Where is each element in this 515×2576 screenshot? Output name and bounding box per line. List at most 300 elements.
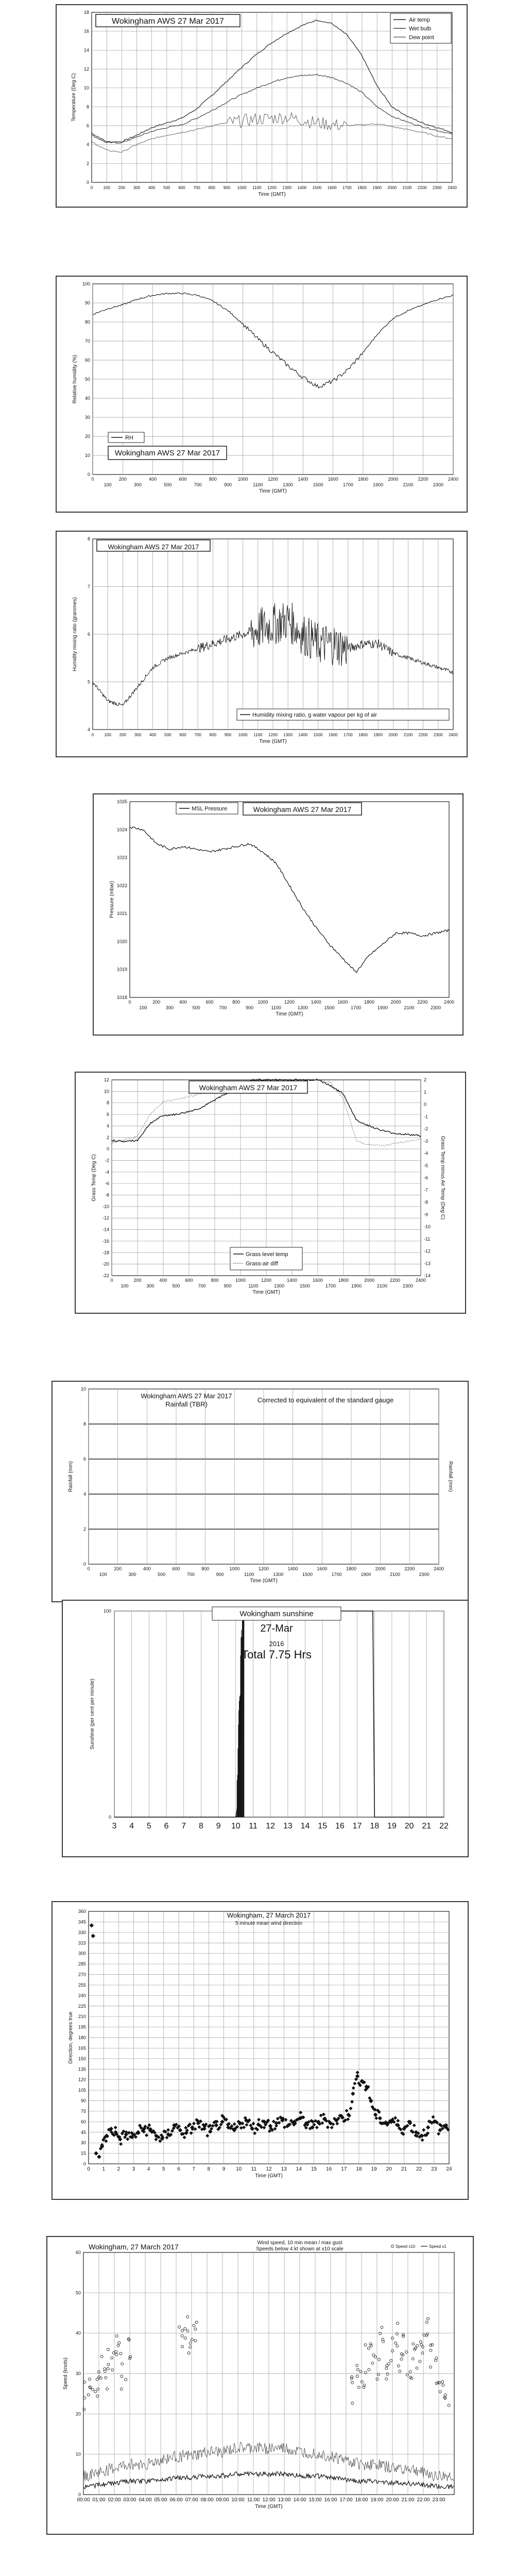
grass-temp-chart: [76, 1073, 465, 1313]
x-tick-label: 14: [296, 2166, 302, 2172]
y-tick-label: 10: [104, 1089, 109, 1094]
y-tick-label: 60: [80, 2119, 86, 2125]
x-tick-label: 600: [179, 477, 187, 482]
x-tick-label: 1700: [325, 1283, 336, 1289]
x-tick-label: 13: [283, 1822, 293, 1831]
x-tick-label: 1900: [351, 1283, 362, 1289]
x-tick-label: 11:00: [247, 2497, 260, 2503]
x-tick-label: 2300: [433, 733, 443, 737]
x-tick-label: 9: [216, 1822, 221, 1831]
x-tick-label: 20: [404, 1822, 414, 1831]
y-tick-label: 1023: [116, 855, 127, 860]
y-tick-label: 30: [80, 2140, 86, 2146]
x-tick-label: 1100: [244, 1572, 254, 1577]
chart-subtitle: Wind speed, 10 min mean / max gust: [257, 2240, 342, 2246]
x-tick-label: 1400: [298, 477, 308, 482]
x-tick-label: 1600: [327, 185, 337, 190]
y-right-tick-label: -11: [424, 1236, 431, 1242]
x-tick-label: 0: [91, 733, 94, 737]
legend-label: Wet bulb: [409, 26, 432, 32]
x-tick-label: 400: [149, 477, 157, 482]
chart-annotation: Speeds below 4 kt shown at x10 scale: [256, 2246, 344, 2252]
x-tick-label: 2200: [418, 477, 428, 482]
x-tick-label: 23: [431, 2166, 437, 2172]
y-tick-label: 120: [78, 2077, 86, 2082]
y-tick-label: 10: [80, 1386, 86, 1392]
x-tick-label: 500: [158, 1572, 166, 1577]
x-tick-label: 2000: [364, 1278, 375, 1283]
x-tick-label: 1000: [237, 185, 247, 190]
y-tick-label: 100: [103, 1608, 111, 1614]
y-tick-label: 90: [84, 300, 90, 306]
x-tick-label: 700: [198, 1283, 206, 1289]
x-tick-label: 1100: [252, 185, 262, 190]
x-tick-label: 1100: [248, 1283, 259, 1289]
x-tick-label: 1200: [284, 999, 295, 1005]
y-tick-label: 40: [84, 396, 90, 401]
y-tick-label: 1018: [116, 995, 127, 1000]
y-tick-label: 4: [86, 142, 89, 147]
pressure-chart-panel: [93, 793, 464, 1036]
chart-title: Wokingham AWS 27 Mar 2017: [141, 1392, 232, 1400]
y-tick-label: 6: [83, 1456, 86, 1462]
x-tick-label: 100: [121, 1283, 129, 1289]
x-tick-label: 6: [177, 2166, 180, 2172]
x-tick-label: 18: [356, 2166, 362, 2172]
y-right-axis-label: Rainfall (mm): [448, 1461, 453, 1492]
x-tick-label: 2200: [389, 1278, 401, 1283]
x-tick-label: 700: [193, 185, 200, 190]
y-tick-label: 195: [78, 2024, 86, 2030]
x-tick-label: 9: [222, 2166, 226, 2172]
x-tick-label: 2100: [404, 1005, 415, 1010]
x-axis-label: Time (GMT): [255, 2173, 283, 2179]
x-tick-label: 8: [207, 2166, 211, 2172]
x-tick-label: 20: [386, 2166, 392, 2172]
y-tick-label: 0: [87, 472, 90, 477]
x-tick-label: 100: [139, 1005, 147, 1010]
wind-direction-chart: [53, 1902, 468, 2199]
x-tick-label: 02:00: [108, 2497, 121, 2503]
y-tick-label: -10: [102, 1204, 109, 1209]
y-tick-label: 360: [78, 1909, 86, 1914]
x-tick-label: 2400: [448, 185, 457, 190]
y-tick-label: -18: [102, 1250, 109, 1256]
y-tick-label: -14: [102, 1227, 109, 1232]
x-tick-label: 300: [128, 1572, 136, 1577]
x-tick-label: 1300: [283, 733, 293, 737]
x-tick-label: 400: [149, 733, 157, 737]
x-tick-label: 600: [185, 1278, 193, 1283]
x-tick-label: 2400: [415, 1278, 426, 1283]
y-tick-label: 0: [83, 2161, 86, 2166]
temperature-chart-panel: [56, 4, 468, 208]
x-tick-label: 300: [133, 185, 141, 190]
x-tick-label: 2000: [387, 185, 397, 190]
x-tick-label: 2000: [388, 477, 399, 482]
y-tick-label: 10: [84, 453, 90, 458]
y-tick-label: 60: [75, 2250, 81, 2255]
x-tick-label: 2100: [389, 1572, 401, 1577]
x-tick-label: 1900: [372, 185, 382, 190]
y-right-tick-label: -6: [424, 1175, 428, 1180]
x-tick-label: 1800: [358, 733, 368, 737]
y-axis-label: Temperature (Deg C): [71, 73, 77, 122]
x-tick-label: 1800: [364, 999, 375, 1005]
x-tick-label: 1600: [337, 999, 348, 1005]
x-tick-label: 1200: [267, 185, 277, 190]
y-right-tick-label: -4: [424, 1150, 428, 1156]
x-tick-label: 100: [99, 1572, 107, 1577]
humidity-chart-panel: [56, 276, 468, 513]
y-right-tick-label: -12: [424, 1248, 431, 1254]
x-tick-label: 2000: [388, 733, 398, 737]
x-tick-label: 1800: [346, 1566, 357, 1571]
y-tick-label: 8: [106, 1100, 109, 1106]
chart-subtitle: Rainfall (TBR): [165, 1400, 208, 1408]
x-tick-label: 23:00: [432, 2497, 445, 2503]
x-tick-label: 1500: [312, 185, 322, 190]
legend-label: Speed x1: [429, 2244, 447, 2249]
y-tick-label: -2: [105, 1158, 109, 1163]
x-tick-label: 04:00: [139, 2497, 152, 2503]
x-tick-label: 600: [178, 185, 185, 190]
chart-title: Wokingham AWS 27 Mar 2017: [112, 17, 224, 26]
y-tick-label: 14: [83, 47, 89, 53]
y-tick-label: -22: [102, 1273, 109, 1278]
x-tick-label: 1000: [258, 999, 268, 1005]
x-tick-label: 200: [118, 185, 126, 190]
x-tick-label: 18:00: [355, 2497, 368, 2503]
x-tick-label: 100: [103, 185, 110, 190]
x-tick-label: 0: [90, 185, 93, 190]
y-right-tick-label: -5: [424, 1163, 428, 1168]
x-tick-label: 300: [134, 733, 142, 737]
x-tick-label: 19: [387, 1822, 397, 1831]
x-tick-label: 500: [172, 1283, 180, 1289]
x-tick-label: 2100: [403, 482, 414, 487]
x-tick-label: 03:00: [123, 2497, 136, 2503]
y-tick-label: 4: [83, 1492, 86, 1497]
x-tick-label: 1900: [360, 1572, 371, 1577]
x-tick-label: 05:00: [154, 2497, 167, 2503]
x-tick-label: 600: [172, 1566, 180, 1571]
y-tick-label: 300: [78, 1951, 86, 1956]
y-tick-label: 1025: [116, 799, 127, 804]
y-tick-label: 315: [78, 1940, 86, 1946]
x-tick-label: 800: [209, 733, 217, 737]
y-tick-label: 80: [84, 319, 90, 325]
chart-title: Wokingham AWS 27 Mar 2017: [253, 805, 352, 814]
x-tick-label: 3: [132, 2166, 135, 2172]
y-right-tick-label: 0: [424, 1101, 427, 1107]
x-tick-label: 14: [300, 1822, 310, 1831]
legend-label: MSL Pressure: [192, 806, 228, 812]
chart-title: Wokingham, 27 March 2017: [227, 1911, 311, 1919]
x-tick-label: 200: [119, 733, 127, 737]
y-axis-label: Relative humidity (%): [72, 354, 78, 404]
y-tick-label: 7: [87, 584, 90, 589]
x-tick-label: 900: [224, 482, 232, 487]
x-tick-label: 800: [211, 1278, 219, 1283]
wind-speed-chart-panel: [46, 2236, 474, 2535]
x-tick-label: 2400: [449, 733, 458, 737]
chart-total: Total 7.75 Hrs: [242, 1648, 312, 1661]
x-tick-label: 2100: [402, 185, 412, 190]
x-tick-label: 06:00: [169, 2497, 183, 2503]
x-tick-label: 0: [128, 999, 131, 1005]
legend-label: Grass level temp: [246, 1251, 288, 1258]
x-tick-label: 1100: [271, 1005, 281, 1010]
x-tick-label: 100: [104, 482, 112, 487]
x-tick-label: 1800: [357, 477, 369, 482]
y-right-tick-label: -3: [424, 1138, 428, 1144]
x-tick-label: 2400: [443, 999, 455, 1005]
y-tick-label: -4: [105, 1169, 109, 1175]
legend-label: RH: [125, 435, 133, 441]
x-tick-label: 12: [266, 2166, 272, 2172]
y-tick-label: 6: [87, 632, 90, 637]
x-tick-label: 19: [371, 2166, 377, 2172]
x-tick-label: 1200: [268, 733, 278, 737]
x-tick-label: 0: [110, 1278, 113, 1283]
x-tick-label: 19:00: [370, 2497, 384, 2503]
x-tick-label: 900: [224, 733, 232, 737]
x-tick-label: 500: [192, 1005, 200, 1010]
x-tick-label: 300: [165, 1005, 174, 1010]
grass-temp-chart-panel: [75, 1072, 466, 1314]
x-tick-label: 13: [281, 2166, 287, 2172]
chart-title: Wokingham AWS 27 Mar 2017: [108, 543, 199, 551]
y-right-tick-label: 2: [424, 1077, 427, 1082]
y-tick-label: 2: [83, 1527, 86, 1532]
x-tick-label: 17: [352, 1822, 362, 1831]
x-tick-label: 200: [133, 1278, 142, 1283]
x-tick-label: 400: [179, 999, 187, 1005]
x-tick-label: 1900: [377, 1005, 388, 1010]
plot-area: [130, 802, 449, 997]
x-tick-label: 2200: [418, 733, 428, 737]
y-tick-label: 50: [75, 2290, 81, 2296]
x-tick-label: 1700: [342, 185, 352, 190]
x-tick-label: 1100: [253, 733, 263, 737]
y-tick-label: 100: [82, 281, 90, 286]
x-tick-label: 900: [224, 1283, 232, 1289]
x-tick-label: 1400: [287, 1566, 298, 1571]
y-axis-label: Rainfall (mm): [68, 1461, 74, 1492]
y-tick-label: 0: [108, 1815, 111, 1820]
x-tick-label: 15:00: [308, 2497, 322, 2503]
x-tick-label: 2300: [419, 1572, 430, 1577]
x-tick-label: 600: [179, 733, 186, 737]
x-tick-label: 1000: [238, 733, 248, 737]
x-tick-label: 22:00: [417, 2497, 430, 2503]
x-tick-label: 2200: [417, 185, 427, 190]
x-tick-label: 1900: [373, 733, 383, 737]
y-tick-label: -20: [102, 1261, 109, 1267]
y-tick-label: 10: [83, 85, 89, 91]
sunshine-chart: [63, 1601, 468, 1856]
x-tick-label: 16: [335, 1822, 345, 1831]
y-tick-label: 10: [75, 2451, 81, 2457]
rainfall-chart: [53, 1382, 468, 1601]
x-tick-label: 2400: [433, 1566, 444, 1571]
y-tick-label: 285: [78, 1961, 86, 1967]
y-tick-label: 0: [86, 180, 89, 185]
y-right-tick-label: -1: [424, 1114, 428, 1120]
x-tick-label: 1600: [312, 1278, 323, 1283]
x-tick-label: 2: [117, 2166, 121, 2172]
x-tick-label: 1: [102, 2166, 105, 2172]
y-tick-label: 6: [86, 123, 89, 128]
chart-title: Wokingham, 27 March 2017: [89, 2243, 179, 2251]
x-tick-label: 1400: [286, 1278, 298, 1283]
y-tick-label: 8: [87, 536, 90, 541]
x-tick-label: 1400: [298, 733, 308, 737]
y-tick-label: 1021: [116, 911, 127, 917]
x-tick-label: 2200: [417, 999, 428, 1005]
x-tick-label: 2000: [390, 999, 401, 1005]
legend-swatch: [391, 2245, 394, 2248]
x-tick-label: 700: [194, 733, 201, 737]
x-tick-label: 15: [318, 1822, 328, 1831]
y-right-tick-label: -2: [424, 1126, 428, 1131]
y-axis-label: Speed (knots): [63, 2357, 68, 2390]
legend-label: Grass-air diff: [246, 1261, 278, 1267]
y-tick-label: 12: [104, 1077, 109, 1082]
x-tick-label: 1900: [373, 482, 384, 487]
x-tick-label: 09:00: [216, 2497, 229, 2503]
x-tick-label: 200: [152, 999, 161, 1005]
x-tick-label: 900: [223, 185, 231, 190]
x-tick-label: 2400: [448, 477, 459, 482]
y-tick-label: 270: [78, 1972, 86, 1977]
x-tick-label: 1700: [331, 1572, 342, 1577]
y-tick-label: 50: [84, 377, 90, 382]
x-tick-label: 10: [236, 2166, 242, 2172]
x-tick-label: 300: [133, 482, 142, 487]
temperature-chart: [57, 5, 467, 207]
wind-direction-chart-panel: [52, 1901, 469, 2200]
y-tick-label: 165: [78, 2045, 86, 2051]
x-tick-label: 200: [118, 477, 127, 482]
y-axis-label: Pressure (mbar): [109, 880, 115, 919]
rainfall-chart-panel: [52, 1381, 469, 1602]
y-tick-label: 8: [86, 104, 89, 110]
x-tick-label: 400: [148, 185, 156, 190]
x-tick-label: 16: [326, 2166, 332, 2172]
x-tick-label: 1700: [343, 733, 353, 737]
y-tick-label: -6: [105, 1181, 109, 1187]
x-axis-label: Time (GMT): [250, 1578, 278, 1584]
y-tick-label: 60: [84, 358, 90, 363]
x-tick-label: 1800: [357, 185, 367, 190]
x-tick-label: 800: [209, 477, 217, 482]
chart-subtitle: 5 minute mean wind direction: [235, 1921, 303, 1926]
x-tick-label: 300: [146, 1283, 154, 1289]
y-tick-label: 40: [75, 2330, 81, 2336]
x-tick-label: 1200: [258, 1566, 269, 1571]
y-right-axis-label: Grass Temp minus Air Temp (Deg C): [440, 1136, 445, 1220]
x-tick-label: 2100: [376, 1283, 388, 1289]
x-tick-label: 1500: [313, 733, 323, 737]
x-tick-label: 1300: [283, 482, 294, 487]
x-tick-label: 2000: [375, 1566, 386, 1571]
x-tick-label: 1300: [297, 1005, 308, 1010]
y-tick-label: 18: [83, 10, 89, 15]
wind-speed-chart: [47, 2237, 473, 2534]
x-tick-label: 14:00: [293, 2497, 306, 2503]
y-tick-label: 240: [78, 1993, 86, 1998]
x-tick-label: 1300: [273, 1283, 285, 1289]
x-tick-label: 8: [198, 1822, 203, 1831]
x-tick-label: 21: [401, 2166, 407, 2172]
y-tick-label: 4: [106, 1123, 109, 1129]
legend-label: Humidity mixing ratio, g water vapour per kg of air: [252, 712, 377, 718]
x-tick-label: 16:00: [324, 2497, 337, 2503]
y-tick-label: 70: [84, 338, 90, 344]
x-tick-label: 800: [201, 1566, 210, 1571]
x-tick-label: 12: [266, 1822, 276, 1831]
y-tick-label: 75: [80, 2108, 86, 2114]
x-tick-label: 2300: [432, 185, 442, 190]
x-tick-label: 1700: [342, 482, 353, 487]
x-tick-label: 6: [164, 1822, 169, 1831]
humidity-chart: [57, 277, 467, 512]
x-tick-label: 17: [341, 2166, 347, 2172]
y-right-tick-label: -7: [424, 1187, 428, 1193]
x-tick-label: 22: [416, 2166, 422, 2172]
y-tick-label: -16: [102, 1238, 109, 1244]
mixing-ratio-chart: [57, 532, 467, 756]
x-tick-label: 700: [219, 1005, 227, 1010]
x-tick-label: 700: [194, 482, 202, 487]
x-tick-label: 100: [104, 733, 111, 737]
y-tick-label: 1019: [116, 967, 127, 972]
y-tick-label: 20: [75, 2411, 81, 2417]
y-tick-label: 16: [83, 28, 89, 34]
x-tick-label: 1500: [313, 482, 323, 487]
y-tick-label: 255: [78, 1982, 86, 1988]
y-tick-label: 0: [78, 2492, 81, 2497]
x-tick-label: 1400: [311, 999, 321, 1005]
x-tick-label: 12:00: [262, 2497, 276, 2503]
y-tick-label: 2: [86, 161, 89, 166]
x-tick-label: 500: [164, 482, 172, 487]
x-tick-label: 700: [186, 1572, 195, 1577]
x-tick-label: 11: [251, 2166, 257, 2172]
pressure-chart: [94, 794, 462, 1035]
y-tick-label: 4: [87, 727, 90, 732]
y-tick-label: 225: [78, 2003, 86, 2009]
mixing-ratio-chart-panel: [56, 531, 468, 757]
x-tick-label: 08:00: [200, 2497, 214, 2503]
y-right-tick-label: -14: [424, 1273, 431, 1278]
x-tick-label: 800: [208, 185, 216, 190]
x-axis-label: Time (GMT): [259, 739, 287, 744]
x-tick-label: 1600: [328, 477, 338, 482]
y-tick-label: 15: [80, 2150, 86, 2156]
x-tick-label: 400: [159, 1278, 167, 1283]
x-tick-label: 1300: [273, 1572, 284, 1577]
x-tick-label: 22: [439, 1822, 449, 1831]
x-tick-label: 01:00: [92, 2497, 106, 2503]
x-tick-label: 1100: [253, 482, 263, 487]
x-tick-label: 1500: [299, 1283, 311, 1289]
sunshine-chart-panel: [62, 1600, 469, 1857]
y-tick-label: 30: [75, 2371, 81, 2376]
x-tick-label: 1300: [282, 185, 292, 190]
